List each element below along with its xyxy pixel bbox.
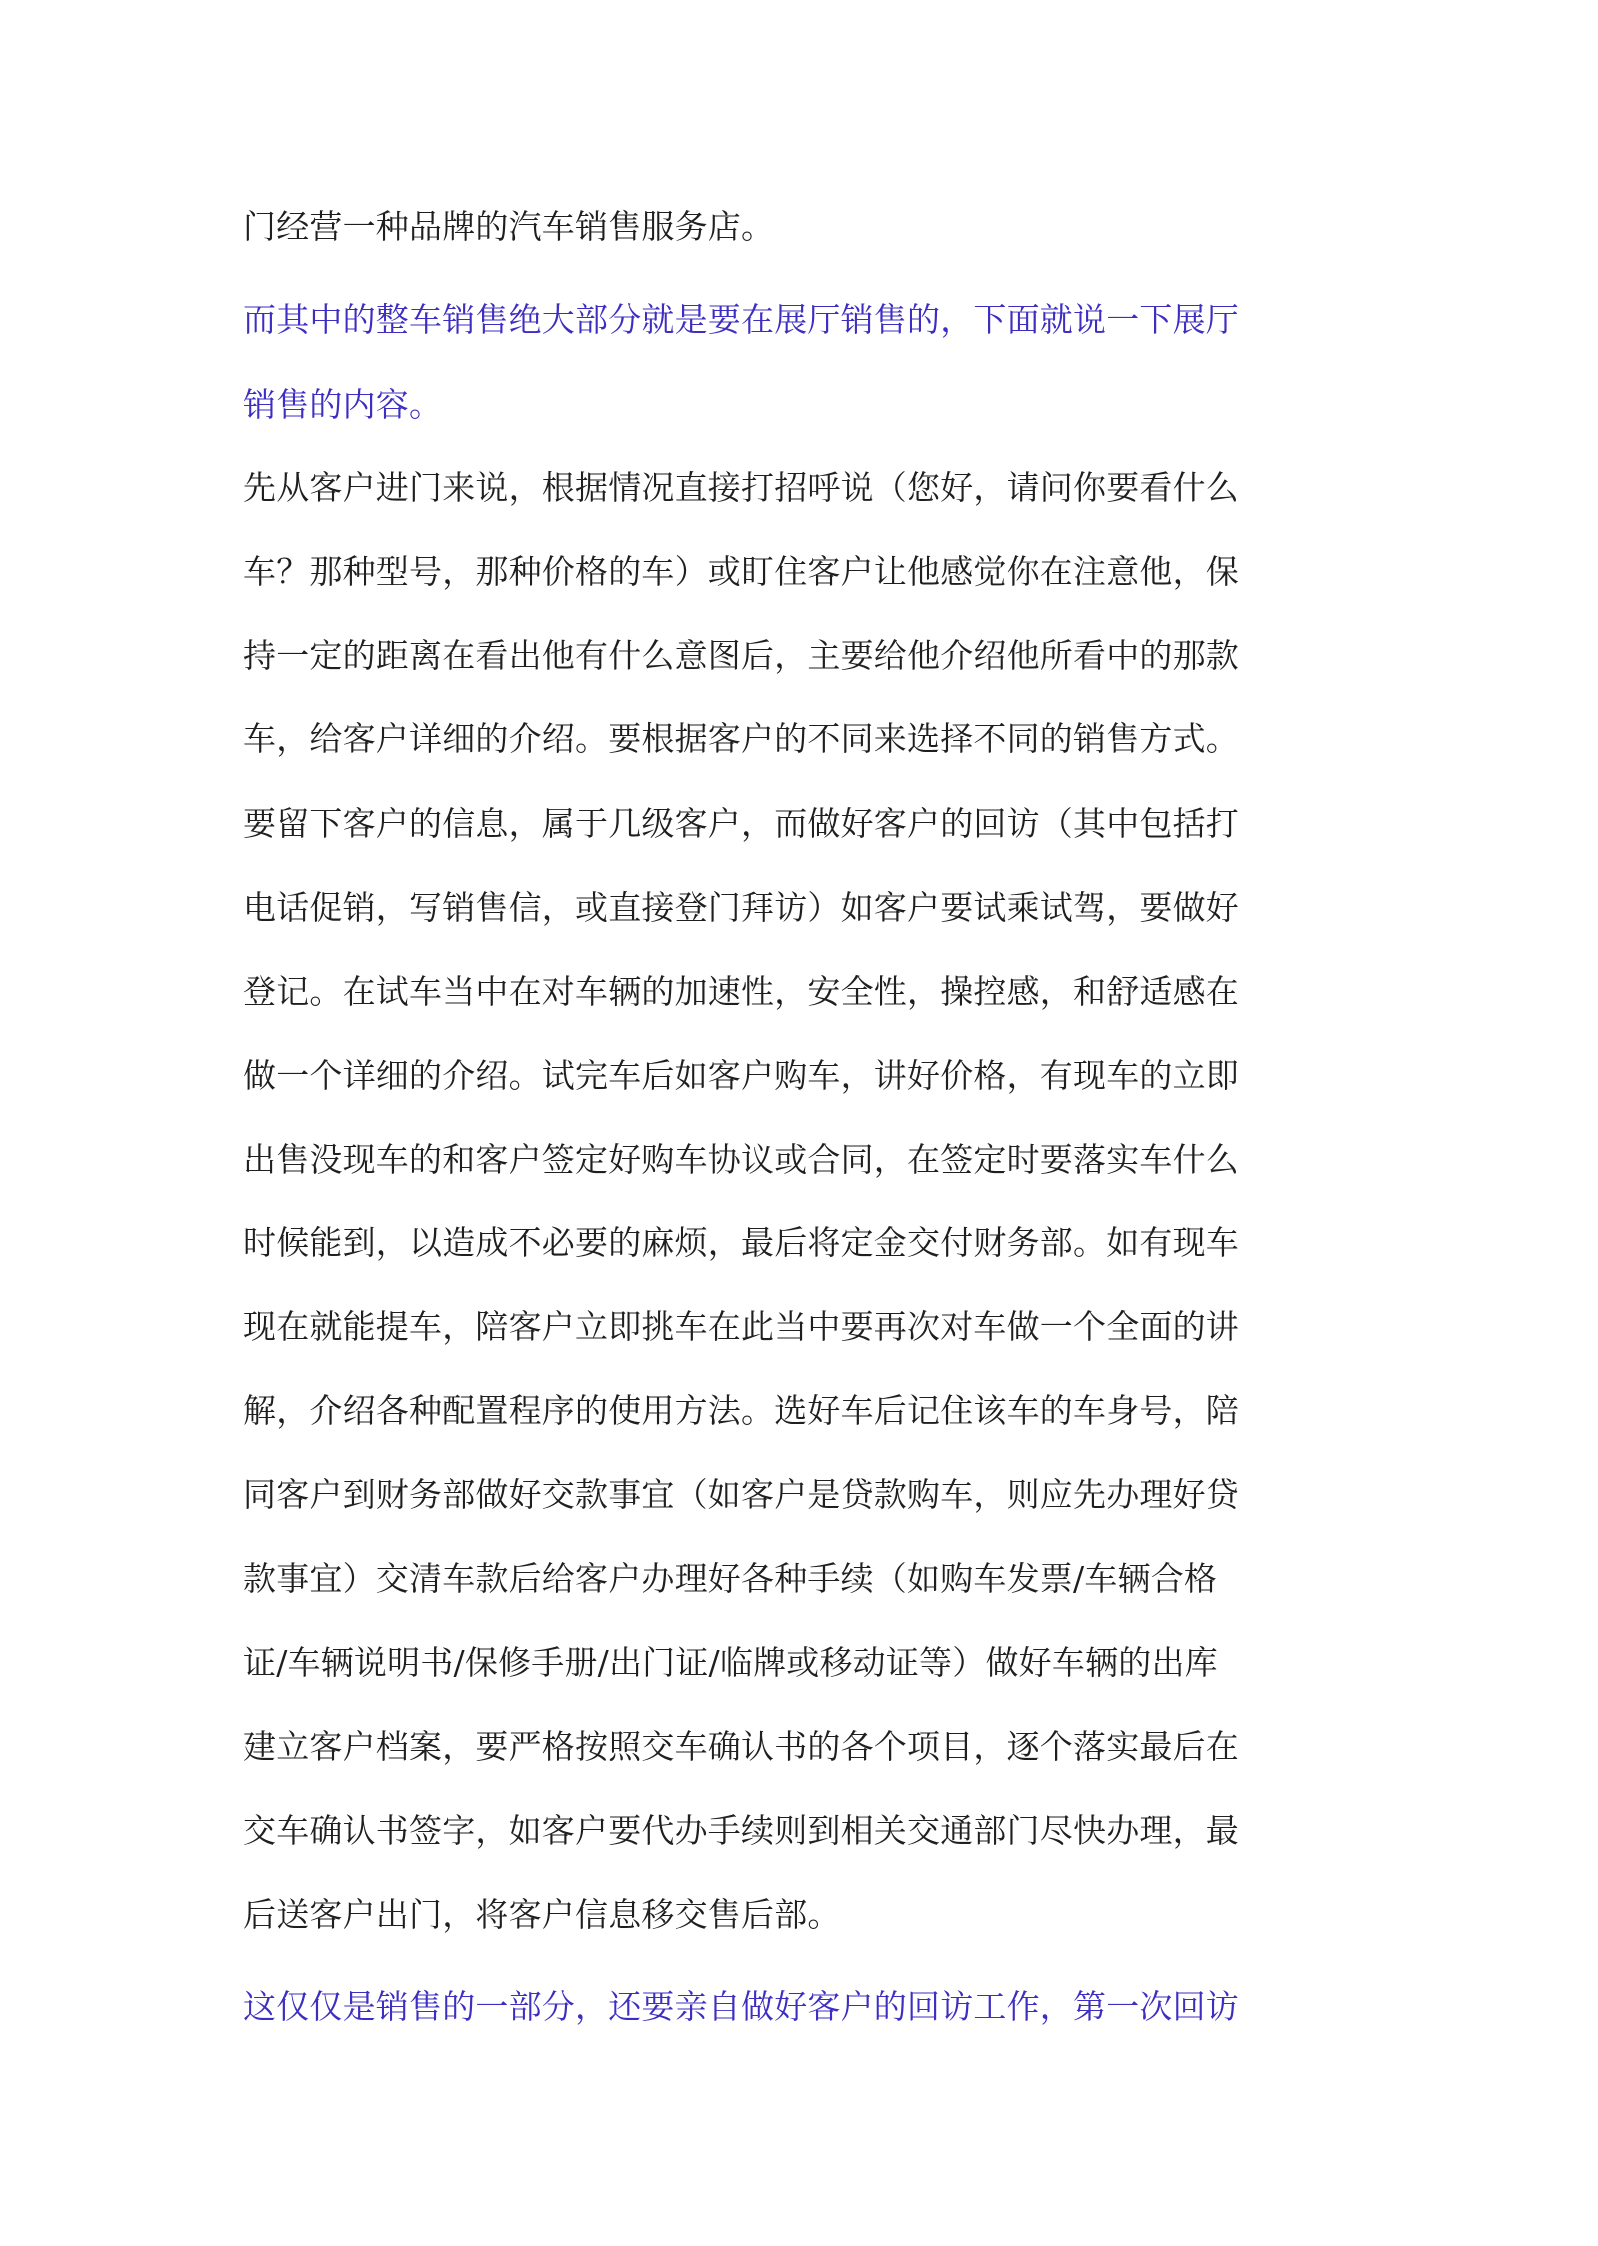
text-line: 解，介绍各种配置程序的使用方法。选好车后记住该车的车身号，陪 <box>243 1391 1239 1430</box>
text-line: 时候能到，以造成不必要的麻烦，最后将定金交付财务部。如有现车 <box>243 1223 1239 1262</box>
text-line: 登记。在试车当中在对车辆的加速性，安全性，操控感，和舒适感在 <box>243 972 1239 1011</box>
text-line: 建立客户档案，要严格按照交车确认书的各个项目，逐个落实最后在 <box>243 1727 1239 1766</box>
text-line: 后送客户出门，将客户信息移交售后部。 <box>243 1895 841 1934</box>
text-line: 证/车辆说明书/保修手册/出门证/临牌或移动证等）做好车辆的出库 <box>243 1643 1218 1682</box>
text-line: 交车确认书签字，如客户要代办手续则到相关交通部门尽快办理，最 <box>243 1811 1239 1850</box>
text-line: 持一定的距离在看出他有什么意图后，主要给他介绍他所看中的那款 <box>243 636 1239 675</box>
text-line-highlight: 而其中的整车销售绝大部分就是要在展厅销售的，下面就说一下展厅 <box>243 300 1239 339</box>
text-line: 先从客户进门来说，根据情况直接打招呼说（您好，请问你要看什么 <box>243 468 1239 507</box>
text-line: 车，给客户详细的介绍。要根据客户的不同来选择不同的销售方式。 <box>243 719 1239 758</box>
text-line: 现在就能提车，陪客户立即挑车在此当中要再次对车做一个全面的讲 <box>243 1307 1239 1346</box>
text-line: 要留下客户的信息，属于几级客户，而做好客户的回访（其中包括打 <box>243 804 1239 843</box>
text-line: 做一个详细的介绍。试完车后如客户购车，讲好价格，有现车的立即 <box>243 1056 1239 1095</box>
text-line: 车？那种型号，那种价格的车）或盯住客户让他感觉你在注意他，保 <box>243 552 1239 591</box>
text-line-highlight: 销售的内容。 <box>243 385 443 424</box>
text-line: 款事宜）交清车款后给客户办理好各种手续（如购车发票/车辆合格 <box>243 1559 1218 1598</box>
text-line: 同客户到财务部做好交款事宜（如客户是贷款购车，则应先办理好贷 <box>243 1475 1239 1514</box>
text-line: 门经营一种品牌的汽车销售服务店。 <box>243 207 775 246</box>
text-line: 电话促销，写销售信，或直接登门拜访）如客户要试乘试驾，要做好 <box>243 888 1239 927</box>
text-line-highlight: 这仅仅是销售的一部分，还要亲自做好客户的回访工作，第一次回访 <box>243 1987 1239 2026</box>
text-line: 出售没现车的和客户签定好购车协议或合同，在签定时要落实车什么 <box>243 1140 1239 1179</box>
